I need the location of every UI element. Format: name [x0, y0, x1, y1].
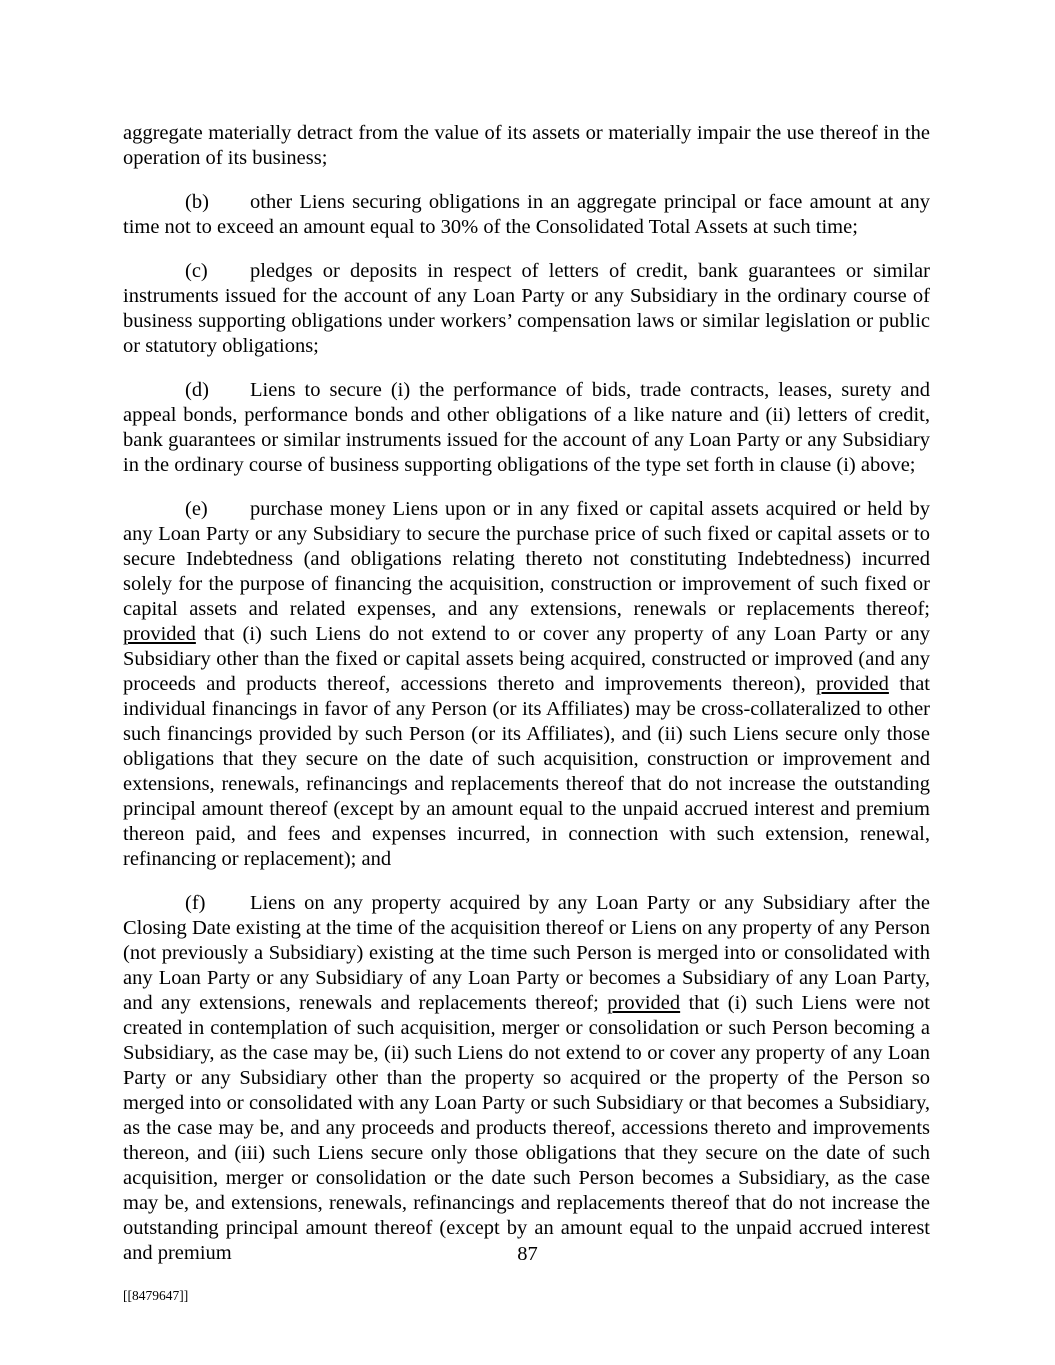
- footer-document-id: [[8479647]]: [123, 1288, 189, 1303]
- clause-text: pledges or deposits in respect of letters of credit, bank guarantees or similar instruments issued for the account of any Loan Party or any Subsidiary in the ordinary course of business supporting obligations under workers’ compensation laws or similar legislation or public or statutory obligations;: [123, 260, 930, 357]
- underlined-term-provided: provided: [816, 673, 889, 695]
- clause-text: aggregate materially detract from the value of its assets or materially impair the use thereof in the operation of its business;: [123, 122, 930, 169]
- underlined-term-provided: provided: [607, 992, 681, 1014]
- clause-text: Liens to secure (i) the performance of bids, trade contracts, leases, surety and appeal bonds, performance bonds and other obligations of a like nature and (ii) letters of credit, bank guarantees or similar instruments issued for the account of any Loan Party or any Subsidiary in the ordinary course of business supporting obligations of the type set forth in clause (i) above;: [123, 379, 930, 476]
- page-number: 87: [517, 1243, 538, 1265]
- clause-label: (b): [185, 191, 209, 213]
- clause-label: (e): [185, 498, 208, 520]
- paragraph-a-continuation: [123, 121, 930, 171]
- clause-text: purchase money Liens upon or in any fixed or capital assets acquired or held by any Loan Party or any Subsidiary to secure the purchase price of such fixed or capital assets or to secure Indebtedness (and obligations relating thereto not constituting Indebtedness) incurred solely for the purpose of financing the acquisition, construction or improvement of such fixed or capital assets and related expenses, and any extensions, renewals or replacements thereof;: [123, 498, 930, 620]
- clause-label: (d): [185, 379, 209, 401]
- clause-label: (f): [185, 892, 206, 914]
- clause-text: Liens on any property acquired by any Loan Party or any Subsidiary after the Closing Date existing at the time of the acquisition thereof or Liens on any property of any Person (not previously a Subsidiary) existing at the time such Person is merged into or consolidated with any Loan Party or any Subsidiary of any Loan Party or becomes a Subsidiary of any Loan Party, and any extensions, renewals and replacements thereof;: [123, 892, 930, 1014]
- clause-text: that (i) such Liens were not created in contemplation of such acquisition, merger or consolidation or such Person becoming a Subsidiary, as the case may be, (ii) such Liens do not extend to or cover any property of any Loan Party or any Subsidiary other than the property so acquired or the property of the Person so merged into or consolidated with any Loan Party or such Subsidiary or that becomes a Subsidiary, as the case may be, and any proceeds and products thereof, accessions thereto and improvements thereon, and (iii) such Liens secure only those obligations that they secure on the date of such acquisition, merger or consolidation or the date such Person becomes a Subsidiary, as the case may be, and extensions, renewals, refinancings and replacements thereof that do not increase the outstanding principal amount thereof (except by an amount equal to the unpaid accrued interest and premium: [123, 992, 930, 1264]
- underlined-term-provided: provided: [123, 623, 196, 645]
- clause-f: [123, 891, 930, 1266]
- clause-e: [123, 497, 930, 872]
- body-text: [123, 121, 930, 1285]
- clause-text: other Liens securing obligations in an aggregate principal or face amount at any time not to exceed an amount equal to 30% of the Consolidated Total Assets at such time;: [123, 191, 930, 238]
- clause-d: [123, 378, 930, 478]
- clause-c: [123, 259, 930, 359]
- clause-text: that (i) such Liens do not extend to or cover any property of any Loan Party or any Subsidiary other than the fixed or capital assets being acquired, constructed or improved (and any proceeds and products thereof, accessions thereto and improvements thereon),: [123, 623, 930, 695]
- clause-text: that individual financings in favor of any Person (or its Affiliates) may be cross-collateralized to other such financings provided by such Person (or its Affiliates), and (ii) such Liens secure only those obligations that they secure on the date of such acquisition, construction or improvement and extensions, renewals, refinancings and replacements thereof that do not increase the outstanding principal amount thereof (except by an amount equal to the unpaid accrued interest and premium thereon paid, and fees and expenses incurred, in connection with such extension, renewal, refinancing or replacement); and: [123, 673, 930, 870]
- clause-b: [123, 190, 930, 240]
- clause-label: (c): [185, 260, 208, 282]
